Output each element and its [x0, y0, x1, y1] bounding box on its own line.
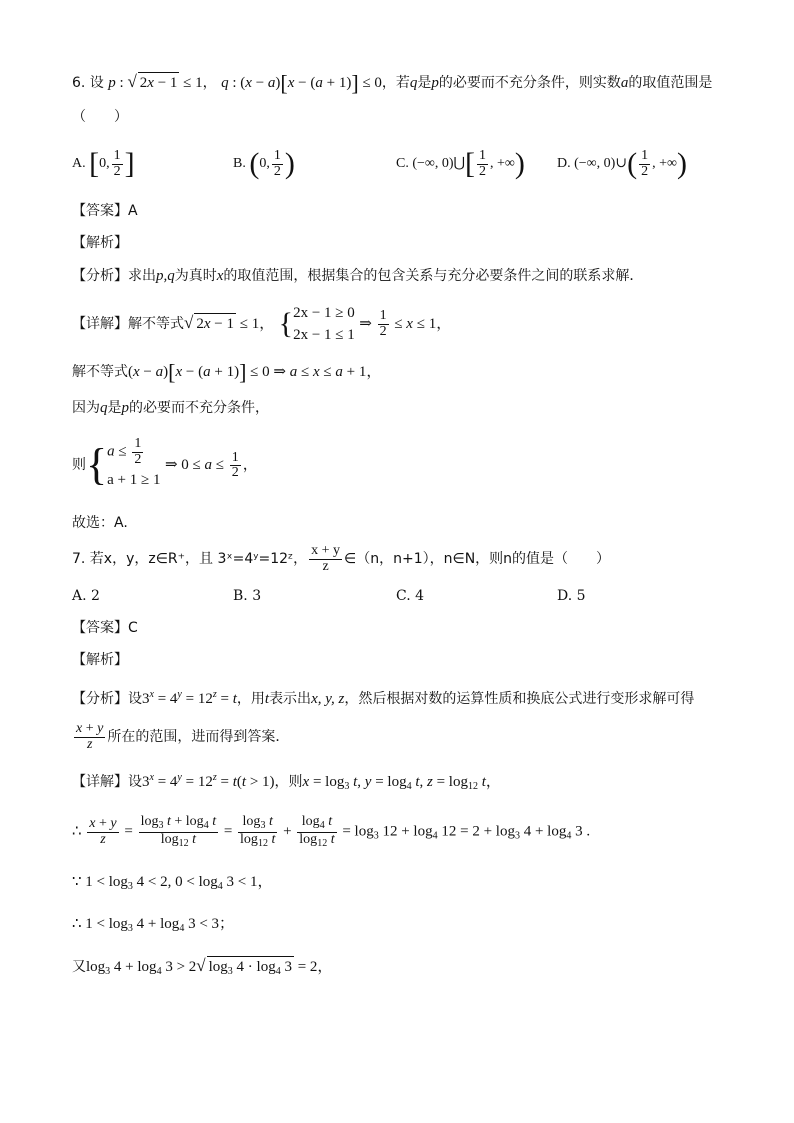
math-q-expr: q : (x − a)[x − (a + 1)] ≤ 0 — [221, 70, 382, 96]
q7-also — [72, 956, 332, 982]
q6-option-d — [557, 147, 687, 181]
q7-therefore-ratio: ∴ $\frac{x + y}{z}$ = $\frac{\log_3 t + \log_4 t}{\log_{12} t}$ = $\frac{\log_3 t}{\log_{12} t}$ + $\frac{\log_4 t}{\log_{12} t}$ = $\log_3 12 + \log_4 12 = 2 + \log_3 4 + \log_4 3$ . — [72, 814, 591, 849]
system-line: 2x − 1 ≥ 0 — [293, 305, 355, 321]
math-implies-range: ⇒ $\frac{1}{2}$ ≤ x ≤ 1， — [359, 308, 452, 340]
math-pq: p,q — [156, 268, 175, 284]
frac-num: 1 — [641, 147, 649, 163]
fenxi-text: 设 — [128, 691, 142, 707]
q7-fenxi — [72, 685, 694, 709]
q7-option-d: D. 5 — [557, 588, 586, 604]
fraction — [272, 149, 283, 179]
frac-den: 2 — [113, 163, 121, 179]
q7-therefore-range: ∴ $1 < \log_3 4 + \log_4 3 < 3$； — [72, 916, 235, 934]
q7-stem-text: 7. 若x，y，z∈R⁺，且 3ˣ=4ʸ=12ᶻ， — [72, 551, 308, 568]
q6-stem-suffix: 的取值范围是 — [628, 75, 713, 91]
option-label: D. — [557, 156, 571, 172]
frac-num: 1 — [113, 147, 121, 163]
q6-answer — [72, 201, 138, 221]
q6-xiangjie-1 — [72, 302, 451, 346]
math-a: a — [620, 75, 629, 91]
q6-stem-sep1: ， — [202, 75, 217, 91]
bracket-left: [ — [89, 147, 100, 180]
q6-stem-sep2: ，若 — [381, 75, 410, 91]
union-symbol: ⋃ — [453, 156, 466, 172]
xiangjie-text: ，则 — [274, 774, 303, 790]
q6-jiexi: 【解析】 — [72, 235, 128, 251]
q7-jiexi: 【解析】 — [72, 652, 128, 668]
bracket-right: ] — [124, 147, 135, 180]
q6-stem — [72, 72, 712, 94]
answer-label: 【答案】 — [72, 620, 128, 636]
frac-num: x + y — [311, 543, 341, 558]
bracket-right: ) — [514, 147, 525, 180]
interval-part2: , +∞ — [490, 156, 515, 172]
q7-because-range: ∵ $1 < \log_3 4 < 2$, $0 < \log_4 3 < 1$， — [72, 874, 273, 892]
q6-option-c — [396, 147, 525, 181]
fraction — [309, 544, 342, 574]
interval-part1: (−∞, 0) — [412, 156, 454, 172]
bracket-left: [ — [465, 147, 476, 180]
interval-part2: , +∞ — [652, 156, 677, 172]
fraction — [112, 149, 123, 179]
math-t: t — [264, 691, 270, 707]
fenxi-text: 为真时 — [174, 268, 217, 284]
frac-num: 1 — [479, 147, 487, 163]
frac-num: 1 — [273, 147, 281, 163]
xiangjie-text: 因为 — [72, 400, 100, 416]
q7-xiangjie-1 — [72, 768, 501, 797]
option-label: C. — [396, 156, 409, 172]
xiangjie-text: 设 — [128, 774, 142, 790]
bracket-right: ) — [676, 147, 687, 180]
xiangjie-text: 的必要而不充分条件， — [129, 400, 269, 416]
math-amgm: $\log_3 4 + \log_4 3 > 2√$ $\log_3 4 \cdot \log_4 3 = 2$， — [86, 959, 332, 975]
option-b-lower: 0 — [259, 156, 267, 172]
q7-fenxi-2 — [72, 722, 289, 752]
fenxi-label: 【分析】 — [72, 691, 128, 707]
q6-fenxi — [72, 266, 643, 286]
interval-part1: (−∞, 0) — [574, 156, 616, 172]
q6-because — [72, 398, 269, 418]
q6-stem-sep3: 是 — [417, 75, 432, 91]
math-implies-a: ⇒ 0 ≤ a ≤ $\frac{1}{2}$ ， — [164, 449, 258, 481]
q7-option-c: C. 4 — [396, 588, 425, 604]
option-a-lower: 0 — [99, 156, 107, 172]
q6-conclusion: 故选：A. — [72, 515, 128, 531]
math-set-t: $3^x = 4^y = 12^z = t(t > 1)$ — [142, 772, 275, 790]
q6-option-b: B. (0, $\frac{1}{2}$ ) — [233, 147, 295, 180]
fenxi-text: 求出 — [128, 268, 156, 284]
math-p2: p — [431, 75, 439, 91]
math-logs: $x = \log_3 t$, $y = \log_4 t$, $z = \log_{12} t$， — [302, 774, 501, 792]
q6-option-a: A. [0, $\frac{1}{2}$ ] — [72, 147, 135, 180]
math-q: q — [409, 75, 418, 91]
math-3x-4y-12z-t: $3^x = 4^y = 12^z = t$ — [142, 689, 237, 707]
option-label: B. — [233, 156, 246, 172]
math-xyz: x, y, z — [311, 691, 345, 707]
answer-value: C — [128, 620, 138, 636]
brace-icon: { — [86, 440, 108, 490]
q6-paren: （ ） — [72, 109, 128, 125]
fenxi-text: 的取值范围，根据集合的包含关系与充分必要条件之间的联系求解． — [223, 268, 644, 284]
system-2: a ≤ $\frac{1}{2}$ a + 1 ≥ 1 — [107, 437, 160, 493]
xiangjie-text: 又 — [72, 959, 86, 975]
q7-answer — [72, 618, 138, 638]
fenxi-text: 所在的范围，进而得到答案． — [107, 729, 290, 746]
bracket-left: ( — [249, 147, 260, 180]
fenxi-text: ，然后根据对数的运算性质和换底公式进行变形求解可得 — [344, 691, 695, 707]
q6-stem-sep4: 的必要而不充分条件，则实数 — [438, 75, 621, 91]
answer-label: 【答案】 — [72, 203, 128, 219]
option-label: A. — [72, 156, 86, 172]
math-sqrt-ineq: √ 2x − 1 ≤ 1， — [184, 313, 275, 332]
frac-den: 2 — [641, 163, 649, 179]
answer-value: A — [128, 203, 138, 219]
system-line: 2x − 1 ≤ 1 — [293, 327, 355, 343]
math-sqrt-rad: √ 2x − 1 ≤ 1 — [127, 72, 203, 91]
q6-stem-prefix: 6. 设 — [72, 75, 104, 91]
q6-xiangjie-2 — [72, 359, 382, 385]
system-1 — [293, 302, 355, 346]
union-symbol: ∪ — [615, 156, 628, 172]
xiangjie-text: 解不等式 — [72, 364, 128, 380]
xiangjie-text: 解不等式 — [128, 316, 184, 332]
math-colon: : — [115, 75, 128, 91]
q7-stem-suffix: ∈（n，n+1），n∈N，则n的值是（ ） — [344, 551, 611, 568]
xiangjie-label: 【详解】 — [72, 774, 128, 790]
frac-den: 2 — [479, 163, 487, 179]
xiangjie-label: 【详解】 — [72, 316, 128, 332]
fenxi-text: 表示出 — [269, 691, 312, 707]
fraction: $\frac{x + y}{z}$ — [76, 721, 104, 752]
q7-option-b: B. 3 — [233, 588, 262, 604]
frac-den: 2 — [273, 163, 281, 179]
math-p: p — [121, 400, 129, 416]
fenxi-text: ，用 — [236, 691, 265, 707]
fraction — [639, 149, 650, 179]
q7-stem — [72, 544, 610, 574]
brace-icon: { — [278, 307, 294, 340]
system-line: a + 1 ≥ 1 — [107, 472, 161, 489]
bracket-left: ( — [627, 147, 638, 180]
xiangjie-text: 则 — [72, 457, 86, 474]
frac-den: z — [322, 558, 329, 574]
q6-then — [72, 437, 258, 493]
bracket-right: ) — [284, 147, 295, 180]
math-ineq-2: (x − a)[x − (a + 1)] ≤ 0 ⇒ a ≤ x ≤ a + 1， — [128, 359, 382, 385]
math-x: x — [216, 268, 224, 284]
math-q: q — [100, 400, 108, 416]
xiangjie-text: 是 — [107, 400, 122, 416]
q7-option-a: A. 2 — [72, 588, 100, 604]
fenxi-label: 【分析】 — [72, 268, 128, 284]
math-p: p — [108, 75, 116, 91]
fraction — [477, 149, 488, 179]
